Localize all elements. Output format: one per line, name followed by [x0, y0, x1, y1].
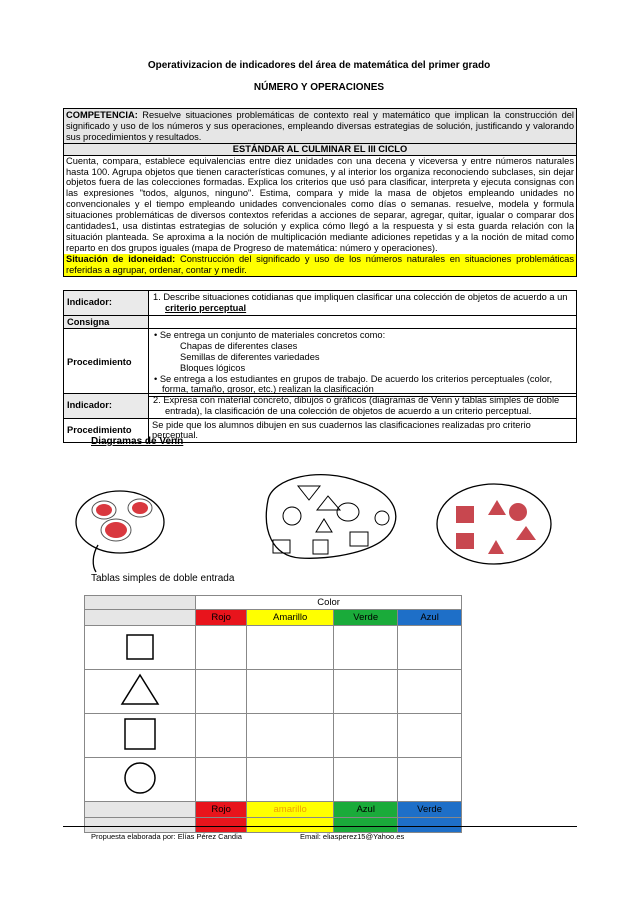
idoneidad-text: Construcción del significado y uso de los números naturales en situaciones problemáticas referidas a agrupar, ordenar, contar y medir.: [66, 253, 574, 275]
venn-diagram-red: [437, 484, 551, 564]
footer-author: Propuesta elaborada por: Elías Pérez Candia: [91, 832, 242, 841]
rectangle-shape: [127, 635, 153, 659]
procedimiento-2-text: Se pide que los alumnos dibujen en sus cuadernos las clasificaciones realizadas pro criterio perceptual.: [149, 418, 577, 443]
square-shape: [456, 533, 474, 549]
circle-shape: [105, 522, 127, 538]
triangle-shape: [122, 675, 158, 704]
color-swatch: [196, 818, 247, 833]
tablas-title: Tablas simples de doble entrada: [91, 573, 235, 584]
proc-sub-1: Chapas de diferentes clases: [180, 341, 298, 352]
indicator-1-label: Indicador:: [64, 291, 149, 316]
circle-shape: [283, 507, 301, 525]
footer-email: Email: eliasperez15@Yahoo.es: [300, 832, 405, 841]
color-swatch: [334, 818, 398, 833]
circle-shape: [96, 504, 112, 516]
estandar-heading: ESTÁNDAR AL CULMINAR EL III CICLO: [64, 143, 576, 156]
bottom-color-verde: Verde: [398, 802, 462, 818]
circle-shape: [337, 503, 359, 521]
grid-top-colors: [85, 610, 462, 626]
grid-row-circle: [85, 758, 462, 802]
estandar-text: Cuenta, compara, establece equivalencias entre diez unidades con una decena y viceversa y entre números naturales hasta 100. Agrupa objetos que tienen características comunes, y al interior los organiza reconociendo subclases, sin dejar objetos fuera de las colecciones formadas. Explica los criterios que usó para clasificar, interpreta y ejecuta consignas con las expresiones "todos, algunos, ninguno". Estima, compara y mide la masa de objetos empleando unidades no convencionales y el tiempo empleando unidades convencionales como días o semanas. resuelve, modela y formula situaciones problemáticas de diversos contextos referidas a acciones de separar, agregar, quitar, igualar o comparar dos cantidades1, usa distintas estrategias de solución y explica cómo llegó a la respuesta y si esta guarda relación con la situación planteada. Se aproxima a la noción de multiplicación mediante adiciones repetidas y a la noción de mitad como reparto en dos grupos iguales (mapa de Progreso de matemática: número y operaciones).: [66, 155, 574, 253]
square-shape: [313, 540, 328, 554]
triangle-shape: [317, 496, 340, 510]
circle-shape: [125, 763, 155, 793]
venn-diagram-circles: [76, 491, 164, 572]
circle-shape: [132, 502, 148, 514]
venn-set-outline: [266, 475, 395, 559]
color-swatch: [247, 818, 334, 833]
proc-bullet-2: Se entrega a los estudiantes en grupos de trabajo. De acuerdo los criterios perceptuales (color, forma, tamaño, grosor, etc.) realizan la clasificación: [159, 373, 553, 395]
grid-color-header: Color: [196, 596, 462, 610]
grid-row-rectangle: [85, 626, 462, 670]
triangle-shape: [298, 486, 320, 500]
circle-shape: [509, 503, 527, 521]
rectangle-shape: [350, 532, 368, 546]
competencia-label: COMPETENCIA:: [66, 110, 138, 120]
square-shape: [125, 719, 155, 749]
square-shape: [456, 506, 474, 523]
document-subtitle: NÚMERO Y OPERACIONES: [253, 82, 385, 93]
triangle-shape: [316, 519, 332, 532]
grid-row-triangle: [85, 670, 462, 714]
top-color-amarillo: Amarillo: [247, 610, 334, 626]
proc-sub-3: Bloques lógicos: [180, 362, 246, 373]
consigna-label: Consigna: [64, 315, 149, 329]
indicator-2-label: Indicador:: [64, 394, 149, 419]
procedimiento-2-label: Procedimiento: [64, 418, 149, 443]
color-swatch: [398, 818, 462, 833]
grid-row-square: [85, 714, 462, 758]
grid-bottom-colors: [85, 802, 462, 818]
bottom-color-rojo: Rojo: [196, 802, 247, 818]
venn-title: Diagramas de Venn: [91, 436, 184, 447]
double-entry-table: [84, 595, 462, 833]
top-color-rojo: Rojo: [196, 610, 247, 626]
indicator-1-bold: criterio perceptual: [165, 302, 247, 313]
competencia-text: Resuelve situaciones problemáticas de contexto real y matemático que implican la construcción del significado y uso de los números y sus operaciones, empleando diversas estrategias de solución, justificando y valorando sus procedimientos y resultados.: [66, 110, 574, 142]
proc-sub-2: Semillas de diferentes variedades: [180, 351, 320, 362]
circle-shape: [375, 511, 389, 525]
indicator-1-text: 1. Describe situaciones cotidianas que impliquen clasificar una colección de objetos de acuerdo a un criterio perceptual: [149, 291, 577, 316]
venn-diagram-shapes: [266, 475, 395, 559]
top-color-verde: Verde: [334, 610, 398, 626]
triangle-shape: [488, 540, 504, 554]
footer-rule: [63, 826, 577, 827]
idoneidad-label: Situación de idoneidad:: [66, 253, 176, 264]
procedimiento-1-cell: • Se entrega un conjunto de materiales concretos como: Chapas de diferentes clases Semillas de diferentes variedades Bloques lógicos • Se entrega a los estudiantes en grupos de trabajo. De acuerdo los criterios perceptuales (color, forma, tamaño, grosor, etc.) realizan la clasificación: [149, 329, 577, 397]
top-color-azul: Azul: [398, 610, 462, 626]
bottom-color-azul: Azul: [334, 802, 398, 818]
triangle-shape: [516, 526, 536, 540]
grid-bottom-swatches: [85, 818, 462, 833]
procedimiento-1-label: Procedimiento: [64, 329, 149, 397]
indicator-2-text: 2. Expresa con material concreto, dibujos o gráficos (diagramas de Venn y tablas simples de doble entrada), la clasificación de una colección de objetos de acuerdo a un criterio perceptual.: [149, 394, 577, 419]
proc-bullet-1: Se entrega un conjunto de materiales concretos como:: [159, 330, 386, 341]
triangle-shape: [488, 500, 506, 515]
document-title: Operativizacion de indicadores del área de matemática del primer grado: [147, 60, 491, 71]
bottom-color-amarillo: amarillo: [247, 802, 334, 818]
grid-corner: [85, 596, 196, 610]
